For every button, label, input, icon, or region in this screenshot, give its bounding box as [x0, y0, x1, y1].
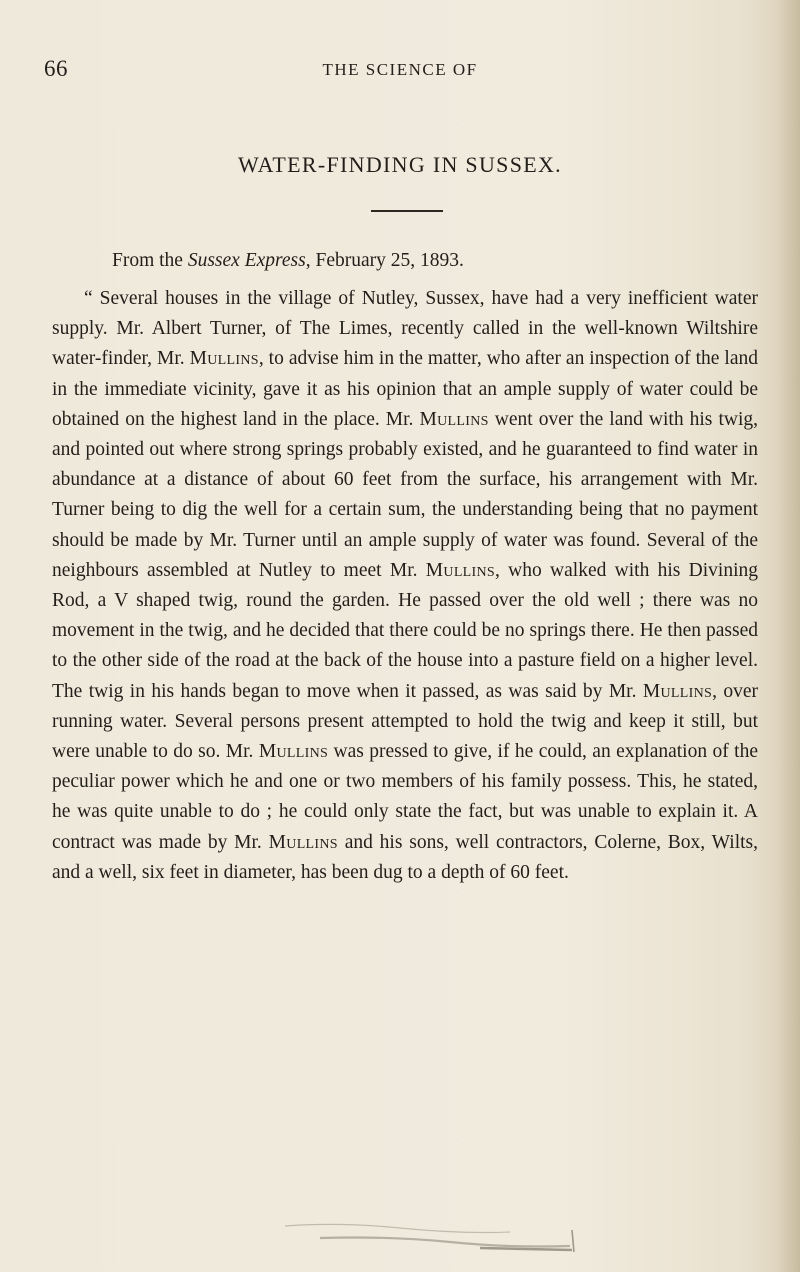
body-text-run: , to advise him in the matter, who after an inspection of the land in the immediate vicinity, gave it as his opinion that an ample supply of water could be obtained on the highest land in the place. Mr. [52, 348, 758, 430]
running-head: THE SCIENCE OF [322, 60, 478, 79]
name-small-caps: Mullins [425, 559, 495, 581]
name-small-caps: Mullins [419, 408, 489, 430]
page-number: 66 [44, 56, 68, 81]
title-rule [371, 210, 443, 212]
body-text-run: , who walked with his Divining Rod, a V shaped twig, round the garden. He passed over the old well ; there was no movement in the twig, and he decided that there could be no springs there. He then passed to the other side of the road at the back of the house into a pasture field on a higher level. The twig in his hands began to move when it passed, as was said by Mr. [52, 559, 758, 702]
page-edge-shadow [778, 0, 800, 1272]
body-text-run: went over the land with his twig, and pointed out where strong springs probably existed, and he guaranteed to find water in abundance at a distance of about 60 feet from the surface, his arrangement with Mr. Turner being to dig the well for a certain sum, the understanding being that no payment should be made by Mr. Turner until an ample supply of water was found. Several of the neighbours assembled at Nutley to meet Mr. [52, 408, 758, 581]
ink-smudge [280, 1212, 580, 1256]
page-header [0, 56, 800, 90]
body-text-run: , over running water. Several persons present attempted to hold the twig and keep it still, but were unable to do so. Mr. [52, 680, 758, 763]
body-text-run: and his sons, well contractors, Colerne, Box, Wilts, and a well, six feet in diameter, has been dug to a depth of 60 feet. [52, 831, 759, 883]
article-body [52, 284, 758, 888]
source-date: , February 25, 1893. [305, 250, 464, 271]
name-small-caps: Mullins [189, 348, 259, 370]
name-small-caps: Mullins [642, 680, 713, 702]
body-text-run: “ Several houses in the village of Nutley, Sussex, have had a very inefficient water supply. Mr. Albert Turner, of The Limes, recently called in the well-known Wiltshire water-finder, Mr. [52, 288, 758, 370]
name-small-caps: Mullins [258, 741, 329, 763]
source-publication: Sussex Express [187, 250, 306, 271]
source-prefix: From the [112, 250, 188, 271]
body-text-run: was pressed to give, if he could, an explanation of the peculiar power which he and one or two members of his family possess. This, he stated, he was quite unable to do ; he could only state the fact, but was unable to explain it. A contract was made by Mr. [52, 741, 758, 853]
section-title: WATER-FINDING IN SUSSEX. [238, 152, 562, 177]
name-small-caps: Mullins [268, 831, 338, 853]
source-line [80, 246, 740, 276]
